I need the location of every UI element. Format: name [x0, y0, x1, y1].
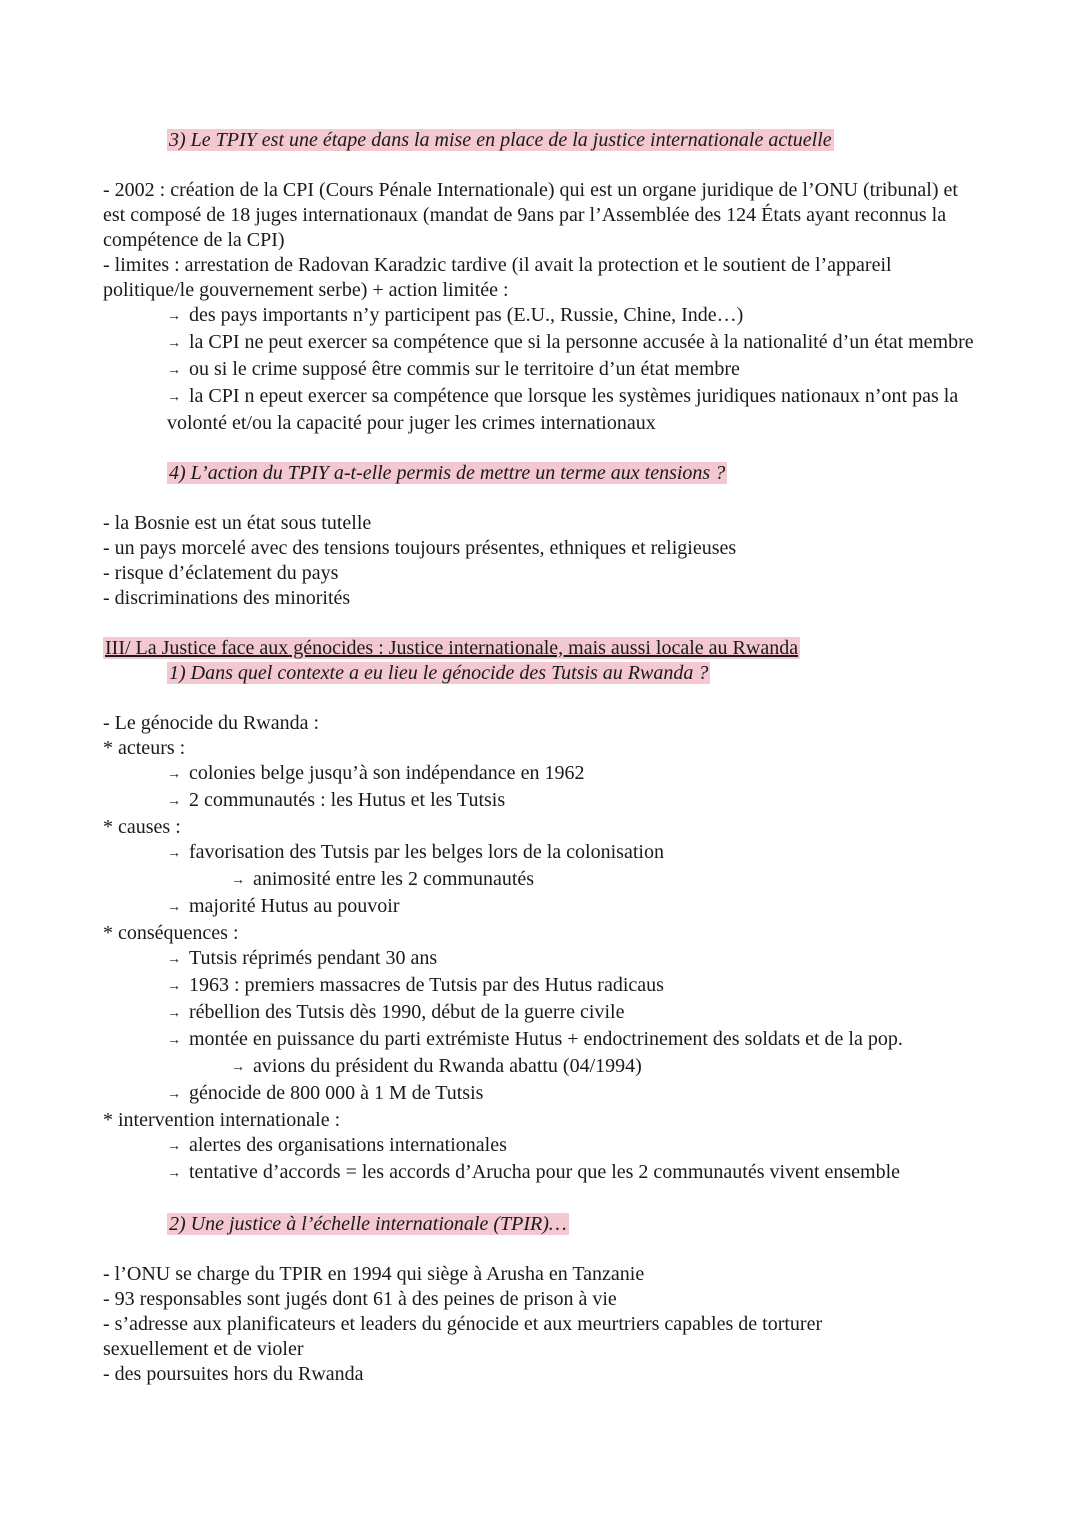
paragraph-cpi: - 2002 : création de la CPI (Cours Pénale Internationale) qui est un organe juridique de l’ONU (tribunal) et est composé de 18 juges internationaux (mandat de 9ans par l’Assemblée des 124 États ayant reconnus la compétence de la CPI) — [103, 179, 958, 251]
consequences-item: → 1963 : premiers massacres de Tutsis par des Hutus radicaus — [167, 974, 664, 996]
causes-item: → majorité Hutus au pouvoir — [167, 895, 400, 917]
causes-item: → favorisation des Tutsis par les belges lors de la colonisation — [167, 841, 664, 863]
limites-item: → des pays importants n’y participent pas (E.U., Russie, Chine, Inde…) — [167, 304, 744, 326]
section-iii-title: III/ La Justice face aux génocides : Justice internationale, mais aussi locale au Rwanda — [105, 637, 799, 659]
acteurs-item: → colonies belge jusqu’à son indépendance en 1962 — [167, 762, 585, 784]
consequences-item: → montée en puissance du parti extrémiste Hutus + endoctrinement des soldats et de la pop. — [167, 1028, 903, 1050]
arrow-icon: → — [167, 846, 181, 861]
tpir-item: - des poursuites hors du Rwanda — [103, 1363, 364, 1385]
acteurs-label: * acteurs : — [103, 737, 186, 759]
rwanda-title: - Le génocide du Rwanda : — [103, 712, 320, 734]
limites-item: → ou si le crime supposé être commis sur le territoire d’un état membre — [167, 358, 740, 380]
tpir-item: - 93 responsables sont jugés dont 61 à des peines de prison à vie — [103, 1288, 617, 1310]
list-item: - la Bosnie est un état sous tutelle — [103, 512, 372, 534]
consequences-subitem: → avions du président du Rwanda abattu (04/1994) — [231, 1055, 642, 1077]
heading-3-text: 3) Le TPIY est une étape dans la mise en place de la justice internationale actuelle — [169, 129, 832, 151]
arrow-icon: → — [167, 1139, 181, 1154]
arrow-icon: → — [167, 952, 181, 967]
heading-iii-1-text: 1) Dans quel contexte a eu lieu le génocide des Tutsis au Rwanda ? — [169, 662, 709, 684]
arrow-icon: → — [167, 1006, 181, 1021]
acteurs-item: → 2 communautés : les Hutus et les Tutsis — [167, 789, 506, 811]
heading-4-text: 4) L’action du TPIY a-t-elle permis de mettre un terme aux tensions ? — [169, 462, 726, 484]
tpir-item: - s’adresse aux planificateurs et leaders du génocide et aux meurtriers capables de torturer sexuellement et de violer — [103, 1313, 823, 1360]
consequences-item: → rébellion des Tutsis dès 1990, début de la guerre civile — [167, 1001, 625, 1023]
intervention-label: * intervention internationale : — [103, 1109, 341, 1131]
heading-iii-1 — [167, 661, 983, 686]
tpir-item: - l’ONU se charge du TPIR en 1994 qui siège à Arusha en Tanzanie — [103, 1263, 645, 1285]
paragraph-limites: - limites : arrestation de Radovan Karadzic tardive (il avait la protection et le soutient de l’appareil politique/le gouvernement serbe) + action limitée : — [103, 254, 892, 301]
arrow-icon: → — [231, 873, 245, 888]
limites-item: → la CPI ne peut exercer sa compétence que si la personne accusée à la nationalité d’un état membre — [167, 331, 974, 353]
arrow-icon: → — [167, 1033, 181, 1048]
arrow-icon: → — [167, 1166, 181, 1181]
arrow-icon: → — [167, 979, 181, 994]
intervention-item: → alertes des organisations internationales — [167, 1134, 507, 1156]
arrow-icon: → — [167, 900, 181, 915]
heading-4 — [167, 461, 983, 486]
list-item: - discriminations des minorités — [103, 587, 351, 609]
arrow-icon: → — [167, 309, 181, 324]
causes-subitem: → animosité entre les 2 communautés — [231, 868, 535, 890]
intervention-item: → tentative d’accords = les accords d’Arucha pour que les 2 communautés vivent ensemble — [167, 1161, 901, 1183]
arrow-icon: → — [167, 336, 181, 351]
heading-iii-2-text: 2) Une justice à l’échelle internationale (TPIR)… — [169, 1213, 567, 1235]
consequences-item: → Tutsis réprimés pendant 30 ans — [167, 947, 438, 969]
arrow-icon: → — [167, 363, 181, 378]
arrow-icon: → — [167, 767, 181, 782]
consequences-label: * conséquences : — [103, 922, 239, 944]
document-body — [103, 128, 983, 1387]
consequences-item: → génocide de 800 000 à 1 M de Tutsis — [167, 1082, 484, 1104]
arrow-icon: → — [167, 1087, 181, 1102]
arrow-icon: → — [231, 1060, 245, 1075]
arrow-icon: → — [167, 390, 181, 405]
heading-iii-2 — [167, 1212, 983, 1237]
list-item: - risque d’éclatement du pays — [103, 562, 339, 584]
heading-3 — [167, 128, 983, 153]
list-item: - un pays morcelé avec des tensions toujours présentes, ethniques et religieuses — [103, 537, 737, 559]
causes-label: * causes : — [103, 816, 181, 838]
arrow-icon: → — [167, 794, 181, 809]
limites-item: → la CPI n epeut exercer sa compétence que lorsque les systèmes juridiques nationaux n’ont pas la volonté et/ou la capacité pour juger les crimes internationaux — [167, 385, 959, 434]
